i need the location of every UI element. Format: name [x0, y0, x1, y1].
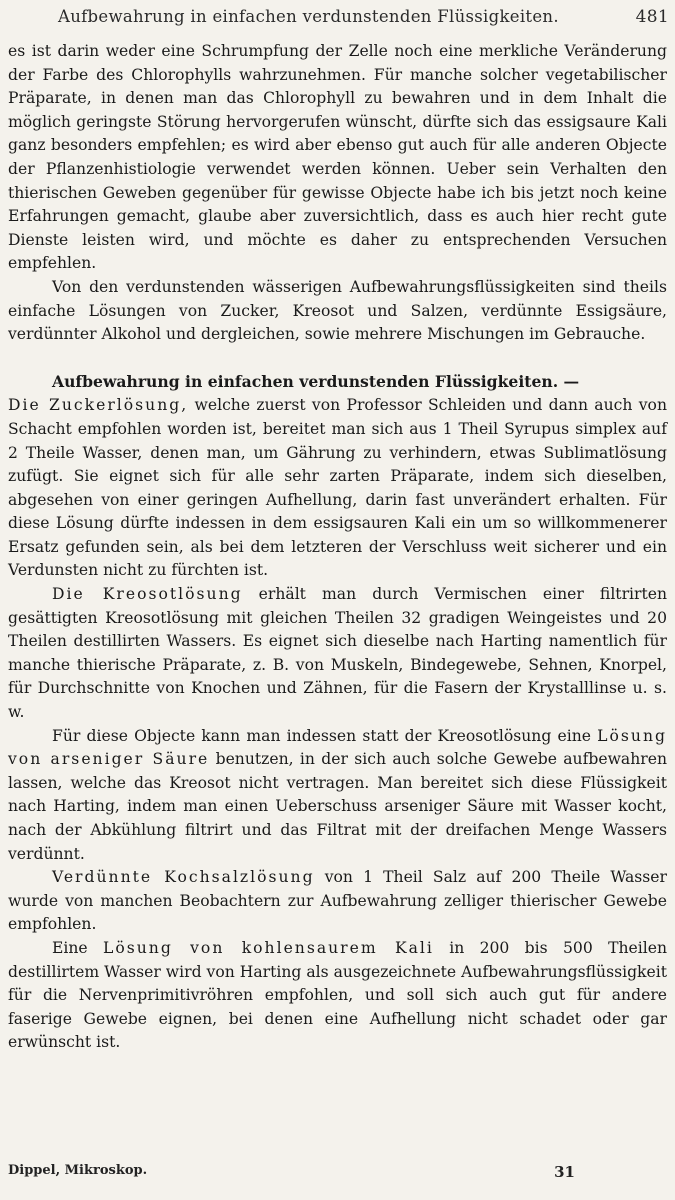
term-lead: Lösung von kohlensaurem Kali — [102, 938, 434, 957]
page-body — [8, 40, 667, 1055]
paragraph — [8, 866, 667, 937]
paragraph-text: Von den verdunstenden wässerigen Aufbewahrungsflüssigkeiten sind theils einfache Lösungen von Zucker, Kreosot und Salzen, verdünnte Essigsäure, verdünnter Alkohol und dergleichen, sowie mehrere Mischungen im Gebrauche. — [8, 277, 667, 344]
paragraph — [8, 725, 667, 867]
section-heading: Aufbewahrung in einfachen verdunstenden Flüssigkeiten. — — [52, 371, 580, 391]
paragraph-text: erhält man durch Vermischen einer filtrirten gesättigten Kreosotlösung mit gleichen Theilen 32 gradigen Weingeistes und 20 Theilen destillirten Wassers. Es eignet sich dieselbe nach Harting namentlich für manche thierische Präparate, z. B. von Muskeln, Bindegewebe, Sehnen, Knorpel, für Durchschnitte von Knochen und Zähnen, für die Fasern der Krystalllinse u. s. w. — [8, 585, 668, 722]
running-title: Aufbewahrung in einfachen verdunstenden Flüssigkeiten. — [58, 7, 559, 26]
paragraph-text: in 200 bis 500 Theilen destillirtem Wasser wird von Harting als ausgezeichnete Aufbewahrungsflüssigkeit für die Nervenprimitivröhren empfohlen, und soll sich auch gut für andere faserige Gewebe eignen, bei denen eine Aufhellung nicht schadet oder gar erwünscht ist. — [8, 938, 667, 1052]
section-heading-paragraph — [8, 370, 667, 583]
paragraph-text: von 1 Theil Salz auf 200 Theile Wasser wurde von manchen Beobachtern zur Aufbewahrung zelliger thierischer Gewebe empfohlen. — [8, 868, 667, 934]
paragraph-text: es ist darin weder eine Schrumpfung der Zelle noch eine merkliche Veränderung der Farbe des Chlorophylls wahrzunehmen. Für manche solcher vegetabilischer Präparate, in denen man das Chlorophyll zu bewahren und in dem Inhalt die möglich geringste Störung hervorgerufen wünscht, dürfte sich das essigsaure Kali ganz besonders empfehlen; es wird aber ebenso gut auch für alle anderen Objecte der Pflanzenhistiologie verwendet werden können. Ueber sein Verhalten den thierischen Geweben gegenüber für gewisse Objecte habe ich bis jetzt noch keine Erfahrungen gemacht, glaube aber zuversichtlich, dass es auch hier recht gute Dienste leisten wird, und möchte es daher zu entsprechenden Versuchen empfehlen. — [8, 42, 667, 273]
section-gap — [8, 347, 667, 370]
paragraph — [8, 276, 667, 347]
running-header — [58, 7, 669, 27]
paragraph-pre: Eine — [52, 938, 103, 957]
paragraph-text: benutzen, in der sich auch solche Gewebe aufbewahren lassen, welche das Kreosot nicht vertragen. Man bereitet sich diese Flüssigkeit nach Harting, indem man einen Ueberschuss arseniger Säure mit Wasser kocht, nach der Abkühlung filtrirt und das Filtrat mit der dreifachen Menge Wassers verdünnt. — [8, 750, 667, 863]
term-lead: Verdünnte Kochsalzlösung — [52, 868, 315, 887]
paragraph — [8, 937, 667, 1055]
paragraph-pre: Für diese Objecte kann man indessen statt der Kreosotlösung eine — [52, 726, 598, 745]
paragraph — [8, 40, 667, 276]
page-footer — [8, 1163, 575, 1181]
page-number: 481 — [635, 7, 669, 27]
term-lead: Die Zuckerlösung, — [8, 396, 189, 415]
term-lead: Die Kreosotlösung — [52, 585, 243, 604]
term-lead: Lösung von arseniger Säure — [8, 726, 667, 769]
paragraph-text: welche zuerst von Professor Schleiden und dann auch von Schacht empfohlen worden ist, bereitet man sich aus 1 Theil Syrupus simplex auf 2 Theile Wasser, denen man, um Gährung zu verhindern, etwas Sublimatlösung zufügt. Sie eignet sich für alle sehr zarten Präparate, indem sich dieselben, abgesehen von einer geringen Aufhellung, darin fast unverändert erhalten. Für diese Lösung dürfte indessen in dem essigsauren Kali ein um so willkommenerer Ersatz gefunden sein, als bei dem letzteren der Verschluss weit sicherer und ein Verdunsten nicht zu fürchten ist. — [8, 396, 667, 580]
footer-left: Dippel, Mikroskop. — [8, 1163, 148, 1178]
paragraph — [8, 583, 667, 725]
signature-mark: 31 — [554, 1163, 575, 1181]
